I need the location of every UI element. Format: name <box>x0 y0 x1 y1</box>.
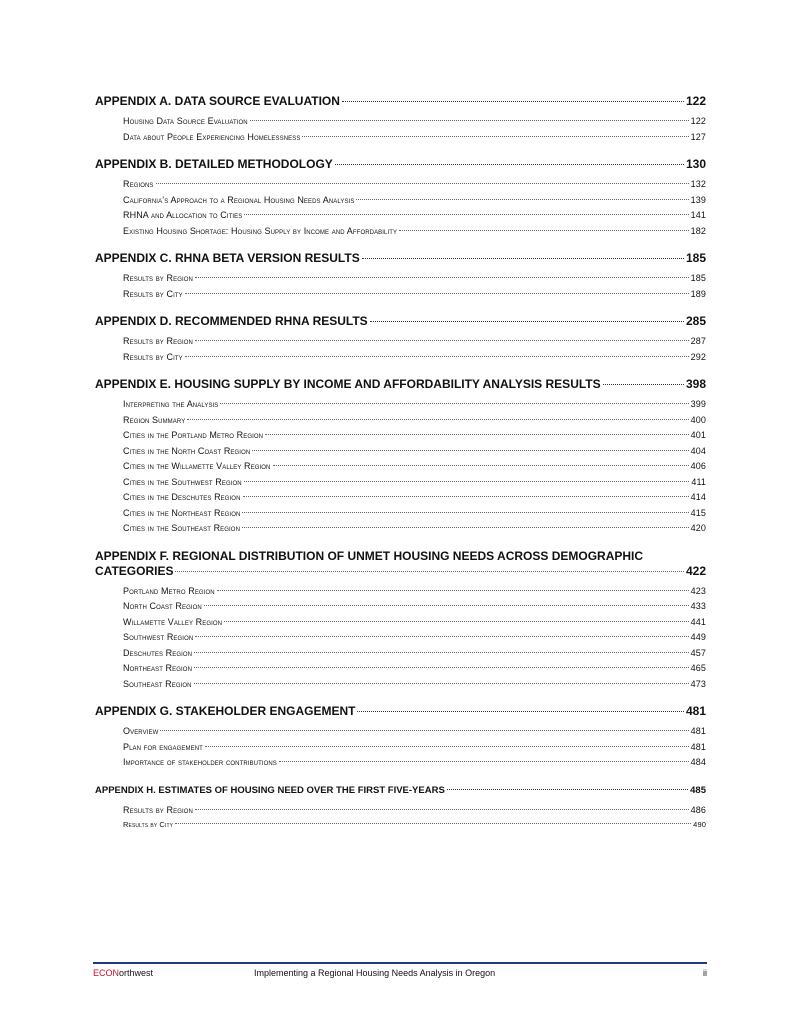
toc-entry-label: Cities in the Southeast Region <box>123 523 241 533</box>
toc-entry-label: Willamette Valley Region <box>123 616 223 627</box>
toc-entry[interactable] <box>95 630 706 646</box>
toc-entry-page: 449 <box>690 632 706 642</box>
toc-entry-page: 141 <box>690 210 706 220</box>
toc-heading-page: 422 <box>685 563 706 578</box>
toc-heading-page: 481 <box>685 704 706 718</box>
toc-entry-page: 127 <box>690 131 706 142</box>
toc-entry-page: 401 <box>690 430 706 440</box>
toc-entry-label: Cities in the Portland Metro Region <box>123 430 264 440</box>
toc-heading-page: 185 <box>685 251 706 265</box>
dot-leader <box>357 711 684 712</box>
toc-entry[interactable] <box>95 208 706 224</box>
toc-entry[interactable] <box>95 803 706 819</box>
toc-entry-page: 414 <box>690 492 706 502</box>
dot-leader <box>217 590 689 591</box>
dot-leader <box>195 809 689 810</box>
dot-leader <box>244 481 690 482</box>
toc-entry[interactable] <box>95 521 706 537</box>
toc-heading[interactable] <box>95 549 706 579</box>
toc-heading-page: 285 <box>685 314 706 328</box>
toc-entry-label: California’s Approach to a Regional Housing Needs Analysis <box>123 194 355 205</box>
toc-entry-label: Plan for engagement <box>123 741 203 752</box>
toc-entry[interactable] <box>95 444 706 460</box>
toc-heading-title: APPENDIX G. STAKEHOLDER ENGAGEMENT <box>95 704 356 718</box>
toc-entry-page: 182 <box>690 225 706 236</box>
toc-section-appendix-a <box>95 94 706 145</box>
dot-leader <box>603 384 684 385</box>
toc-heading-title: APPENDIX E. HOUSING SUPPLY BY INCOME AND AFFORDABILITY ANALYSIS RESULTS <box>95 377 601 391</box>
toc-entry-label: Existing Housing Shortage: Housing Supply by Income and Affordability <box>123 225 398 236</box>
toc-entry[interactable] <box>95 490 706 506</box>
toc-entry-label: Cities in the Deschutes Region <box>123 492 241 502</box>
toc-entry-page: 473 <box>690 678 706 689</box>
toc-entry-page: 441 <box>690 616 706 627</box>
dot-leader <box>194 652 689 653</box>
dot-leader <box>252 450 688 451</box>
dot-leader <box>447 789 688 790</box>
dot-leader <box>302 136 688 137</box>
toc-entry-label: Results by City <box>123 351 183 362</box>
footer-title: Implementing a Regional Housing Needs Analysis in Oregon <box>254 968 496 978</box>
toc-heading[interactable] <box>95 783 706 798</box>
toc-entry-page: 415 <box>690 507 706 518</box>
toc-entry-page: 132 <box>690 179 706 189</box>
toc-entry[interactable] <box>95 599 706 615</box>
dot-leader <box>156 183 689 184</box>
toc-entry-label: Results by Region <box>123 336 193 346</box>
dot-leader <box>187 419 688 420</box>
table-of-contents <box>95 94 706 844</box>
toc-entry-page: 486 <box>690 804 706 815</box>
dot-leader <box>205 746 689 747</box>
dot-leader <box>242 512 688 513</box>
toc-entry-page: 400 <box>690 414 706 425</box>
toc-entry-page: 139 <box>690 194 706 205</box>
toc-heading-page: 398 <box>685 377 706 391</box>
toc-heading-page: 122 <box>685 94 706 108</box>
toc-entry[interactable] <box>95 271 706 287</box>
toc-entry[interactable] <box>95 130 706 146</box>
toc-entry[interactable] <box>95 724 706 740</box>
toc-section-appendix-g <box>95 704 706 771</box>
dot-leader <box>279 761 689 762</box>
toc-entry[interactable] <box>95 287 706 303</box>
dot-leader <box>204 605 689 606</box>
dot-leader <box>362 258 684 259</box>
toc-section-appendix-f <box>95 549 706 693</box>
toc-entry[interactable] <box>95 506 706 522</box>
dot-leader <box>243 496 689 497</box>
toc-heading-title: APPENDIX A. DATA SOURCE EVALUATION <box>95 94 340 108</box>
dot-leader <box>370 321 684 322</box>
toc-entry-label: Deschutes Region <box>123 647 193 658</box>
toc-heading-title: APPENDIX H. ESTIMATES OF HOUSING NEED OVER THE FIRST FIVE-YEARS <box>95 784 445 796</box>
toc-entry[interactable] <box>95 475 706 491</box>
toc-entry-page: 292 <box>690 351 706 362</box>
toc-heading[interactable] <box>95 704 706 719</box>
toc-entry-label: Southeast Region <box>123 678 192 689</box>
toc-entry[interactable] <box>95 193 706 209</box>
toc-entry-page: 481 <box>690 741 706 752</box>
toc-entry[interactable] <box>95 818 706 833</box>
dot-leader <box>399 230 689 231</box>
dot-leader <box>175 571 684 572</box>
toc-entry[interactable] <box>95 114 706 130</box>
footer-brand-rest: orthwest <box>119 968 154 978</box>
toc-entry-page: 404 <box>690 445 706 456</box>
toc-entry-page: 122 <box>690 116 706 126</box>
toc-entry-page: 189 <box>690 288 706 299</box>
toc-entry-page: 457 <box>690 647 706 658</box>
toc-entry-label: Results by City <box>123 288 183 299</box>
toc-entry-page: 484 <box>690 757 706 767</box>
toc-heading[interactable] <box>95 314 706 329</box>
toc-entry-label: Portland Metro Region <box>123 585 215 596</box>
toc-entry-label: Data about People Experiencing Homelessness <box>123 131 301 142</box>
toc-section-appendix-c <box>95 251 706 302</box>
dot-leader <box>265 434 689 435</box>
toc-entry-label: North Coast Region <box>123 601 202 611</box>
toc-entry-page: 433 <box>690 601 706 611</box>
toc-entry[interactable] <box>95 646 706 662</box>
toc-entry-label: Importance of stakeholder contributions <box>123 757 277 767</box>
dot-leader <box>185 293 689 294</box>
toc-entry-label: Cities in the North Coast Region <box>123 445 251 456</box>
dot-leader <box>244 214 688 215</box>
toc-entry[interactable] <box>95 615 706 631</box>
toc-entry-page: 423 <box>690 585 706 596</box>
toc-section-appendix-d <box>95 314 706 365</box>
dot-leader <box>160 730 688 731</box>
footer-brand <box>93 967 153 979</box>
toc-entry-label: Overview <box>123 726 159 736</box>
dot-leader <box>195 636 688 637</box>
toc-heading-title: APPENDIX C. RHNA BETA VERSION RESULTS <box>95 251 360 265</box>
toc-entry[interactable] <box>95 661 706 677</box>
footer-rule <box>93 962 707 964</box>
toc-entry[interactable] <box>95 350 706 366</box>
toc-heading-page: 485 <box>690 784 706 796</box>
dot-leader <box>194 667 689 668</box>
toc-entry-page: 399 <box>690 399 706 409</box>
toc-entry-label: Cities in the Willamette Valley Region <box>123 461 271 471</box>
toc-entry-label: Northeast Region <box>123 663 192 673</box>
toc-entry-label: Results by Region <box>123 273 193 283</box>
toc-entry-label: Interpreting the Analysis <box>123 399 219 409</box>
toc-entry-page: 465 <box>690 663 706 673</box>
toc-heading[interactable] <box>95 251 706 266</box>
toc-section-appendix-h <box>95 783 706 833</box>
dot-leader <box>224 621 689 622</box>
toc-entry-page: 481 <box>690 726 706 736</box>
toc-heading-title: APPENDIX B. DETAILED METHODOLOGY <box>95 157 333 171</box>
toc-entry[interactable] <box>95 755 706 771</box>
toc-entry-label: Southwest Region <box>123 632 194 642</box>
toc-heading-page: 130 <box>685 157 706 171</box>
toc-entry-label: RHNA and Allocation to Cities <box>123 210 243 220</box>
toc-entry-page: 420 <box>690 523 706 533</box>
toc-entry-label: Results by City <box>123 820 174 829</box>
toc-section-appendix-b <box>95 157 706 239</box>
toc-entry-label: Region Summary <box>123 414 186 425</box>
dot-leader <box>342 101 684 102</box>
toc-entry-page: 490 <box>693 820 706 829</box>
toc-heading[interactable] <box>95 157 706 172</box>
toc-heading-title-line1: APPENDIX F. REGIONAL DISTRIBUTION OF UNMET HOUSING NEEDS ACROSS DEMOGRAPHIC <box>95 548 644 563</box>
toc-entry-page: 287 <box>690 336 706 346</box>
dot-leader <box>242 527 689 528</box>
footer-brand-econ: ECON <box>93 968 120 978</box>
toc-entry[interactable] <box>95 334 706 350</box>
toc-section-appendix-e <box>95 377 706 537</box>
toc-entry-page: 185 <box>690 273 706 283</box>
dot-leader <box>195 340 689 341</box>
dot-leader <box>194 683 689 684</box>
dot-leader <box>356 199 688 200</box>
dot-leader <box>335 164 684 165</box>
toc-entry[interactable] <box>95 397 706 413</box>
toc-entry[interactable] <box>95 740 706 756</box>
toc-entry-label: Results by Region <box>123 804 193 815</box>
toc-heading[interactable] <box>95 94 706 109</box>
footer-page-number: ii <box>703 968 707 978</box>
toc-heading[interactable] <box>95 377 706 392</box>
dot-leader <box>175 823 691 824</box>
dot-leader <box>195 277 689 278</box>
toc-entry-label: Cities in the Northeast Region <box>123 507 241 518</box>
toc-entry-label: Housing Data Source Evaluation <box>123 116 248 126</box>
toc-entry-label: Cities in the Southwest Region <box>123 476 242 487</box>
toc-entry[interactable] <box>95 428 706 444</box>
toc-entry[interactable] <box>95 224 706 240</box>
toc-entry[interactable] <box>95 584 706 600</box>
toc-entry[interactable] <box>95 459 706 475</box>
dot-leader <box>185 356 689 357</box>
toc-entry[interactable] <box>95 177 706 193</box>
toc-entry-page: 406 <box>690 461 706 471</box>
toc-heading-title-line2: CATEGORIES <box>95 563 174 578</box>
dot-leader <box>273 465 689 466</box>
toc-entry[interactable] <box>95 413 706 429</box>
dot-leader <box>250 120 689 121</box>
toc-entry[interactable] <box>95 677 706 693</box>
dot-leader <box>220 403 688 404</box>
toc-heading-title: APPENDIX D. RECOMMENDED RHNA RESULTS <box>95 314 368 328</box>
toc-entry-label: Regions <box>123 179 154 189</box>
toc-entry-page: 411 <box>691 476 706 487</box>
